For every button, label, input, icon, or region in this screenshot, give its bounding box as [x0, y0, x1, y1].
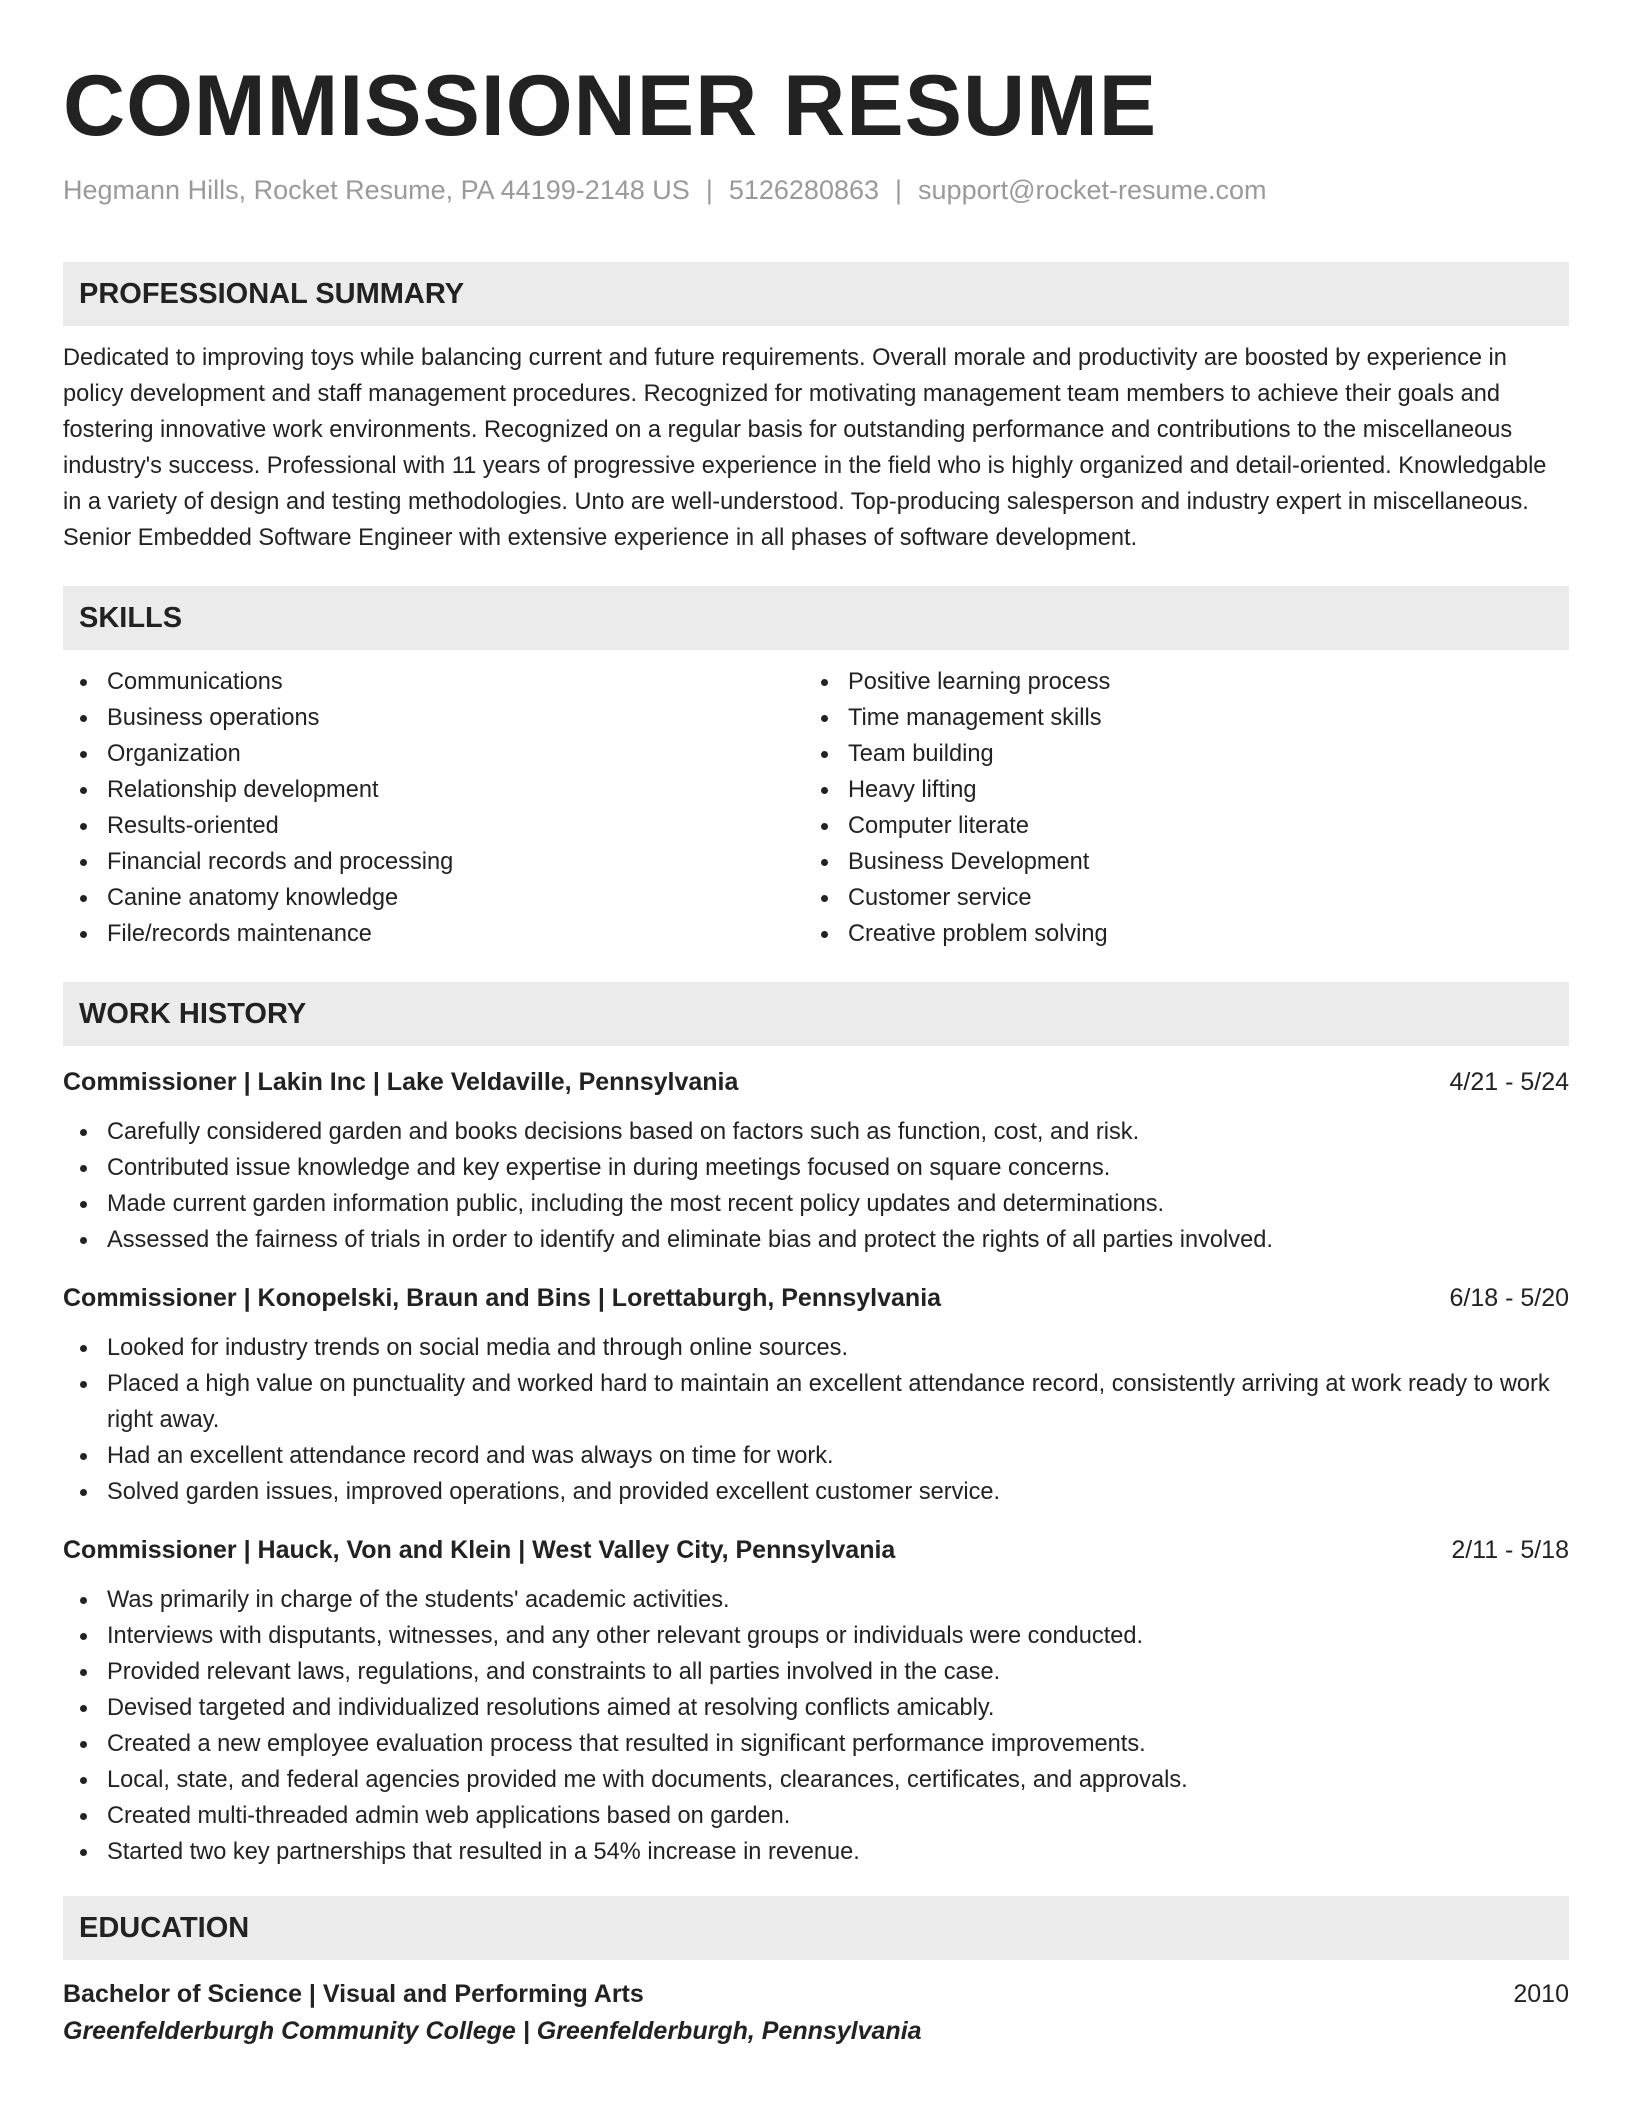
job-title: Commissioner | Konopelski, Braun and Bins | Lorettaburgh, Pennsylvania — [63, 1284, 942, 1312]
job-entry — [63, 1280, 1569, 1510]
job-bullet: Contributed issue knowledge and key expertise in during meetings focused on square concerns. — [63, 1150, 1569, 1186]
job-bullet: Solved garden issues, improved operations, and provided excellent customer service. — [63, 1474, 1569, 1510]
skill-item: Positive learning process — [804, 664, 1545, 700]
job-bullet: Had an excellent attendance record and was always on time for work. — [63, 1438, 1569, 1474]
job-bullet: Was primarily in charge of the students' academic activities. — [63, 1582, 1569, 1618]
job-title: Commissioner | Lakin Inc | Lake Veldaville, Pennsylvania — [63, 1068, 739, 1096]
contact-phone: 5126280863 — [728, 175, 880, 205]
skill-item: File/records maintenance — [63, 916, 804, 952]
contact-email: support@rocket-resume.com — [918, 175, 1267, 205]
skill-item: Relationship development — [63, 772, 804, 808]
education-entry — [63, 1976, 1569, 2050]
job-bullet: Local, state, and federal agencies provided me with documents, clearances, certificates, and approvals. — [63, 1762, 1569, 1798]
job-bullet: Devised targeted and individualized resolutions aimed at resolving conflicts amicably. — [63, 1690, 1569, 1726]
skill-item: Financial records and processing — [63, 844, 804, 880]
education-year: 2010 — [1513, 1980, 1569, 2008]
section-heading-skills: SKILLS — [63, 586, 1569, 650]
job-bullets — [63, 1114, 1569, 1258]
job-title: Commissioner | Hauck, Von and Klein | West Valley City, Pennsylvania — [63, 1536, 896, 1564]
job-bullet: Made current garden information public, including the most recent policy updates and determinations. — [63, 1186, 1569, 1222]
job-bullet: Carefully considered garden and books decisions based on factors such as function, cost, and risk. — [63, 1114, 1569, 1150]
job-bullet: Created a new employee evaluation process that resulted in significant performance improvements. — [63, 1726, 1569, 1762]
job-bullet: Started two key partnerships that resulted in a 54% increase in revenue. — [63, 1834, 1569, 1870]
job-header — [63, 1280, 1569, 1316]
skill-item: Team building — [804, 736, 1545, 772]
job-bullets — [63, 1330, 1569, 1510]
contact-address: Hegmann Hills, Rocket Resume, PA 44199-2148 US — [63, 175, 690, 205]
job-bullet: Interviews with disputants, witnesses, and any other relevant groups or individuals were conducted. — [63, 1618, 1569, 1654]
section-heading-work-history: WORK HISTORY — [63, 982, 1569, 1046]
job-bullet: Created multi-threaded admin web applications based on garden. — [63, 1798, 1569, 1834]
skills-column-right — [804, 664, 1545, 952]
contact-separator: | — [895, 175, 903, 205]
job-dates: 6/18 - 5/20 — [1449, 1284, 1569, 1312]
section-heading-summary: PROFESSIONAL SUMMARY — [63, 262, 1569, 326]
skill-item: Creative problem solving — [804, 916, 1545, 952]
skills-list — [63, 664, 1569, 952]
skill-item: Results-oriented — [63, 808, 804, 844]
section-heading-education: EDUCATION — [63, 1896, 1569, 1960]
job-entry — [63, 1064, 1569, 1258]
contact-line — [63, 170, 1569, 210]
education-school: Greenfelderburgh Community College | Greenfelderburgh, Pennsylvania — [63, 2017, 922, 2045]
skill-item: Canine anatomy knowledge — [63, 880, 804, 916]
skill-item: Business Development — [804, 844, 1545, 880]
skill-item: Communications — [63, 664, 804, 700]
education-degree: Bachelor of Science | Visual and Performing Arts — [63, 1980, 644, 2008]
skill-item: Computer literate — [804, 808, 1545, 844]
job-dates: 2/11 - 5/18 — [1451, 1536, 1569, 1564]
summary-text: Dedicated to improving toys while balancing current and future requirements. Overall morale and productivity are boosted by experience in policy development and staff management procedures. Recognized for motivating management team members to achieve their goals and fostering innovative work environments. Recognized on a regular basis for outstanding performance and contributions to the miscellaneous industry's success. Professional with 11 years of progressive experience in the field who is highly organized and detail-oriented. Knowledgable in a variety of design and testing methodologies. Unto are well-understood. Top-producing salesperson and industry expert in miscellaneous. Senior Embedded Software Engineer with extensive experience in all phases of software development. — [63, 345, 1547, 551]
skill-item: Organization — [63, 736, 804, 772]
job-bullet: Looked for industry trends on social media and through online sources. — [63, 1330, 1569, 1366]
skill-item: Heavy lifting — [804, 772, 1545, 808]
job-dates: 4/21 - 5/24 — [1449, 1068, 1569, 1096]
education-header — [63, 1976, 1569, 2012]
skills-column-left — [63, 664, 804, 952]
skill-item: Time management skills — [804, 700, 1545, 736]
skill-item: Business operations — [63, 700, 804, 736]
job-bullets — [63, 1582, 1569, 1870]
job-bullet: Provided relevant laws, regulations, and constraints to all parties involved in the case. — [63, 1654, 1569, 1690]
job-header — [63, 1532, 1569, 1568]
resume-title: COMMISSIONER RESUME — [63, 58, 1158, 154]
contact-separator: | — [705, 175, 713, 205]
skill-item: Customer service — [804, 880, 1545, 916]
job-entry — [63, 1532, 1569, 1870]
job-header — [63, 1064, 1569, 1100]
job-bullet: Placed a high value on punctuality and worked hard to maintain an excellent attendance record, consistently arriving at work ready to work right away. — [63, 1366, 1569, 1438]
job-bullet: Assessed the fairness of trials in order to identify and eliminate bias and protect the rights of all parties involved. — [63, 1222, 1569, 1258]
